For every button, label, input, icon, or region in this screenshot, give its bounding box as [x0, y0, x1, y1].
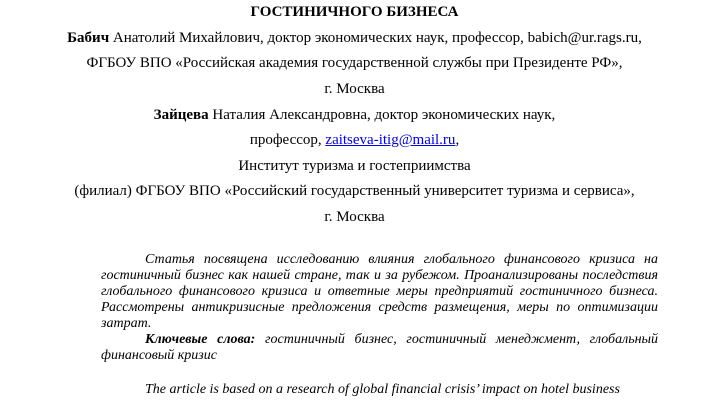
author2-title-prefix: профессор,: [249, 132, 326, 148]
author2-city: г. Москва: [324, 209, 385, 225]
author1-surname: Бабич: [67, 30, 110, 46]
keywords: [101, 332, 658, 364]
author1-line: [0, 29, 709, 47]
keywords-text: гостиничный бизнес, гостиничный менеджмент, глобальный финансовый кризис: [101, 332, 658, 363]
author2-email-link[interactable]: zaitseva-itig@mail.ru: [325, 132, 456, 148]
author2-details: Наталия Александровна, доктор экономических наук,: [208, 107, 556, 123]
author2-organization-1: Институт туризма и гостеприимства: [238, 158, 471, 174]
abstract-ru-text: Статья посвящена исследованию влияния глобального финансового кризиса на гостиничный бизнес как нашей стране, так и за рубежом. Проанализированы последствия глобального финансового кризиса и ответные меры предприятий гостиничного бизнеса. Рассмотрены антикризисные предложения средств размещения, меры по оптимизации затрат.: [101, 252, 658, 331]
abstract-en-text: The article is based on a research of global financial crisis’ impact on hotel business: [145, 382, 620, 397]
author1-details: Анатолий Михайлович, доктор экономических наук, профессор, babich@ur.rags.ru,: [109, 30, 642, 46]
author1-city: г. Москва: [324, 81, 385, 97]
abstract-ru: [101, 252, 658, 332]
author2-email-line: [0, 131, 709, 149]
author2-line2-suffix: ,: [455, 132, 460, 148]
author2-surname: Зайцева: [153, 107, 209, 123]
author2-line: [0, 106, 709, 124]
author1-organization: ФГБОУ ВПО «Российская академия государственной службы при Президенте РФ»,: [86, 55, 623, 71]
author2-organization-2: (филиал) ФГБОУ ВПО «Российский государственный университет туризма и сервиса»,: [74, 183, 635, 199]
keywords-label: Ключевые слова:: [145, 332, 256, 347]
abstract-en-start: [101, 382, 658, 398]
article-title-tail: ГОСТИНИЧНОГО БИЗНЕСА: [250, 4, 459, 20]
